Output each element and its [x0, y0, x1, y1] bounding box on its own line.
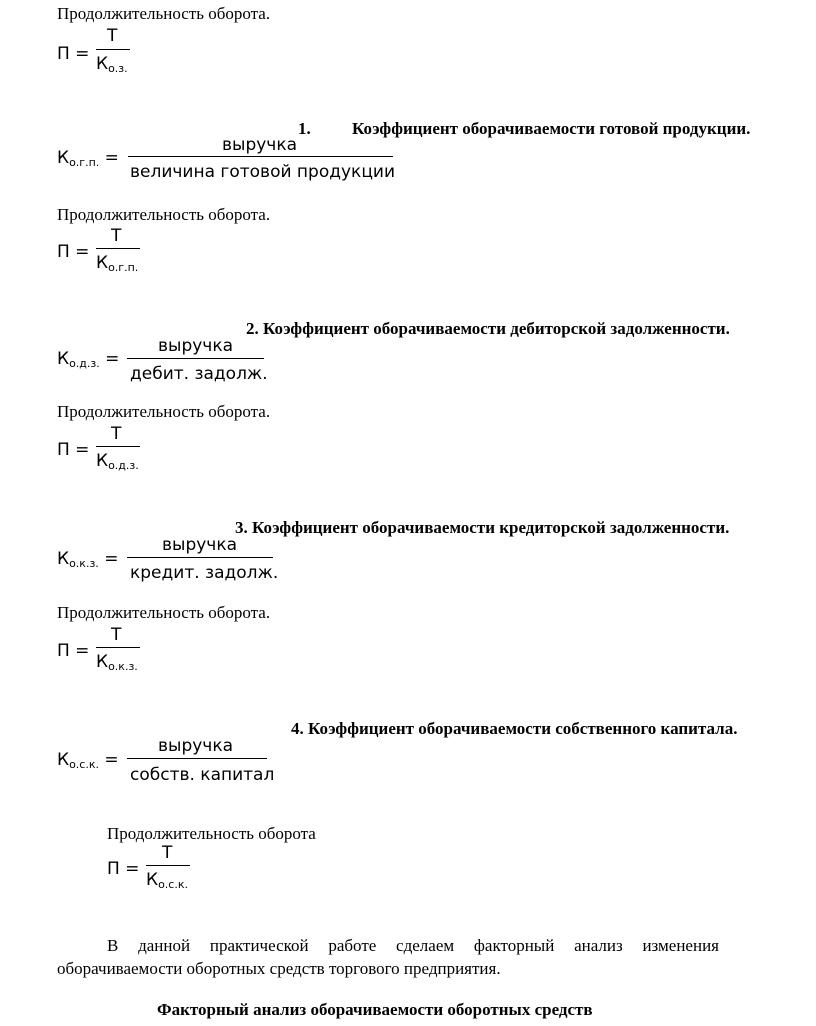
fraction-bar: [127, 557, 273, 558]
formula-lhs: $К_{о.с.к.}$ =: [57, 750, 119, 771]
formula-numerator: выручка: [162, 535, 238, 555]
fraction-bar: [127, 358, 264, 359]
formula-lhs: $К_{о.к.з.}$ =: [57, 549, 119, 570]
formula-denominator: $К_{о.г.п.}$: [96, 253, 139, 274]
formula-denominator: $К_{о.д.з.}$: [96, 451, 139, 472]
heading: 3. Коэффициент оборачиваемости кредиторской задолженности.: [235, 518, 730, 537]
heading: 4. Коэффициент оборачиваемости собственного капитала.: [291, 719, 738, 738]
formula-numerator: выручка: [222, 135, 298, 155]
formula-lhs: $К_{о.г.п.}$ =: [57, 148, 119, 169]
fraction-bar: [96, 49, 130, 50]
formula-denominator: $К_{о.з.}$: [96, 54, 128, 75]
heading: Коэффициент оборачиваемости готовой продукции.: [352, 119, 751, 138]
formula-lhs: П =: [57, 641, 90, 661]
duration-label: Продолжительность оборота.: [57, 205, 271, 224]
formula-denominator: $К_{о.к.з.}$: [96, 652, 138, 673]
formula-lhs: $К_{о.д.з.}$ =: [57, 349, 120, 370]
heading: 2. Коэффициент оборачиваемости дебиторской задолженности.: [246, 319, 730, 338]
formula-numerator: Т: [162, 843, 173, 863]
fraction-bar: [96, 248, 140, 249]
duration-label: Продолжительность оборота.: [57, 402, 271, 421]
formula-lhs: П =: [57, 242, 90, 262]
fraction-bar: [146, 865, 190, 866]
fraction-bar: [127, 758, 267, 759]
formula-numerator: Т: [111, 226, 122, 246]
fraction-bar: [96, 446, 140, 447]
formula-lhs: П =: [57, 44, 90, 64]
formula-numerator: выручка: [158, 736, 234, 756]
formula-lhs: П =: [107, 859, 140, 879]
duration-label: Продолжительность оборота: [107, 824, 316, 843]
formula-denominator: величина готовой продукции: [130, 162, 395, 182]
heading-number: 1.: [298, 119, 311, 138]
fraction-bar: [96, 647, 140, 648]
fraction-bar: [128, 156, 393, 157]
formula-lhs: П =: [57, 440, 90, 460]
formula-numerator: Т: [107, 26, 118, 46]
formula-numerator: выручка: [158, 336, 234, 356]
duration-label: Продолжительность оборота.: [57, 603, 271, 622]
formula-denominator: собств. капитал: [130, 765, 275, 785]
duration-label: Продолжительность оборота.: [57, 4, 271, 23]
formula-numerator: Т: [111, 625, 122, 645]
formula-numerator: Т: [111, 424, 122, 444]
body-paragraph: В данной практической работе сделаем факторный анализ изменения оборачиваемости оборотных средств торгового предприятия.: [57, 936, 719, 978]
formula-denominator: кредит. задолж.: [130, 563, 279, 583]
section-heading: Факторный анализ оборачиваемости оборотных средств: [157, 1000, 593, 1019]
formula-denominator: дебит. задолж.: [130, 364, 268, 384]
formula-denominator: $К_{о.с.к.}$: [146, 870, 188, 891]
